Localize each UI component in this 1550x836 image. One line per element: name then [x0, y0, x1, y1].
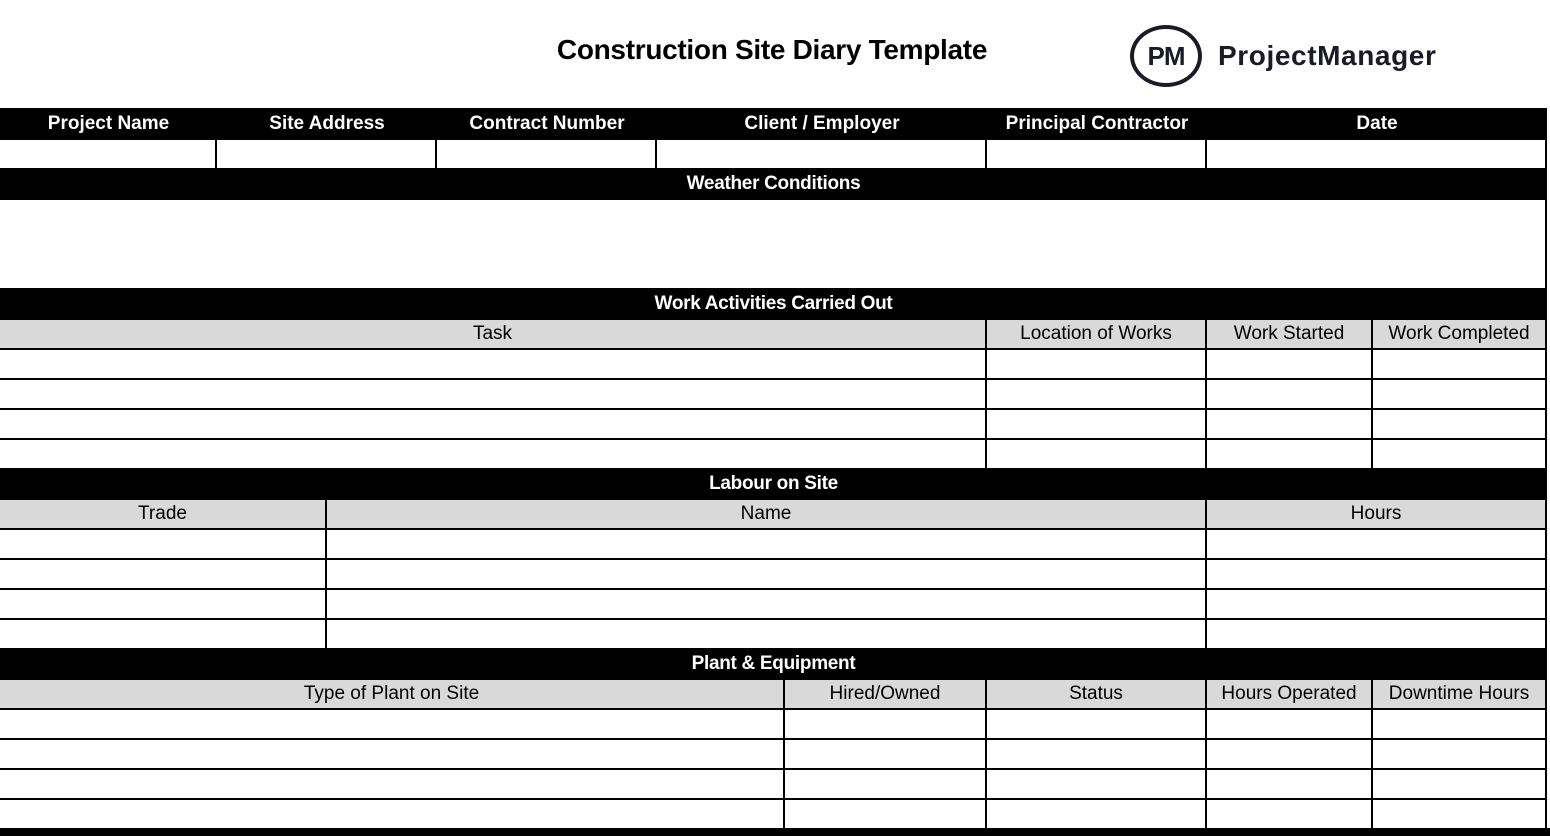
- table-row: [0, 710, 1547, 740]
- work-completed-cell[interactable]: [1373, 410, 1547, 438]
- table-row: [0, 590, 1547, 620]
- col-header-name: Name: [327, 500, 1207, 528]
- trade-cell[interactable]: [0, 620, 327, 648]
- hours-operated-cell[interactable]: [1207, 800, 1373, 828]
- labour-section-title: Labour on Site: [0, 468, 1547, 500]
- hours-cell[interactable]: [1207, 590, 1547, 618]
- col-header-project-name: Project Name: [47, 113, 170, 134]
- trade-cell[interactable]: [0, 590, 327, 618]
- col-header-contract-number: Contract Number: [469, 113, 625, 134]
- location-cell[interactable]: [987, 410, 1207, 438]
- work-completed-cell[interactable]: [1373, 440, 1547, 468]
- plant-type-cell[interactable]: [0, 800, 785, 828]
- task-cell[interactable]: [0, 380, 987, 408]
- col-header-date: Date: [1356, 113, 1398, 134]
- table-row: [0, 770, 1547, 800]
- plant-type-cell[interactable]: [0, 770, 785, 798]
- task-cell[interactable]: [0, 350, 987, 378]
- date-field[interactable]: [1207, 140, 1547, 168]
- location-cell[interactable]: [987, 380, 1207, 408]
- name-cell[interactable]: [327, 560, 1207, 588]
- work-completed-cell[interactable]: [1373, 350, 1547, 378]
- principal-contractor-field[interactable]: [987, 140, 1207, 168]
- name-cell[interactable]: [327, 590, 1207, 618]
- table-row: [0, 350, 1547, 380]
- col-header-work-started: Work Started: [1207, 320, 1373, 348]
- table-row: [0, 740, 1547, 770]
- hours-cell[interactable]: [1207, 560, 1547, 588]
- col-header-task: Task: [0, 320, 987, 348]
- plant-type-cell[interactable]: [0, 710, 785, 738]
- hired-owned-cell[interactable]: [785, 740, 987, 768]
- col-header-type-of-plant: Type of Plant on Site: [0, 680, 785, 708]
- table-row: [0, 380, 1547, 410]
- downtime-hours-cell[interactable]: [1373, 800, 1547, 828]
- table-row: [0, 800, 1547, 828]
- trade-cell[interactable]: [0, 530, 327, 558]
- plant-section-title: Plant & Equipment: [0, 648, 1547, 680]
- client-employer-field[interactable]: [657, 140, 987, 168]
- downtime-hours-cell[interactable]: [1373, 710, 1547, 738]
- col-header-location-of-works: Location of Works: [987, 320, 1207, 348]
- status-cell[interactable]: [987, 800, 1207, 828]
- hours-operated-cell[interactable]: [1207, 740, 1373, 768]
- col-header-site-address: Site Address: [269, 113, 385, 134]
- project-info-row: [0, 140, 1547, 168]
- logo-wordmark: ProjectManager: [1218, 40, 1437, 71]
- col-header-status: Status: [987, 680, 1207, 708]
- status-cell[interactable]: [987, 770, 1207, 798]
- pm-logo-icon: PM: [1130, 25, 1202, 87]
- labour-column-headers: [0, 500, 1547, 530]
- projectmanager-logo: [1130, 25, 1436, 87]
- col-header-client-employer: Client / Employer: [744, 113, 900, 134]
- work-completed-cell[interactable]: [1373, 380, 1547, 408]
- col-header-principal-contractor: Principal Contractor: [1005, 113, 1189, 134]
- downtime-hours-cell[interactable]: [1373, 770, 1547, 798]
- table-row: [0, 560, 1547, 590]
- hired-owned-cell[interactable]: [785, 800, 987, 828]
- table-row: [0, 410, 1547, 440]
- task-cell[interactable]: [0, 410, 987, 438]
- project-name-field[interactable]: [0, 140, 217, 168]
- work-activities-section-title: Work Activities Carried Out: [0, 288, 1547, 320]
- work-started-cell[interactable]: [1207, 380, 1373, 408]
- name-cell[interactable]: [327, 620, 1207, 648]
- status-cell[interactable]: [987, 740, 1207, 768]
- table-row: [0, 440, 1547, 468]
- hours-cell[interactable]: [1207, 530, 1547, 558]
- location-cell[interactable]: [987, 350, 1207, 378]
- hours-operated-cell[interactable]: [1207, 770, 1373, 798]
- work-started-cell[interactable]: [1207, 440, 1373, 468]
- status-cell[interactable]: [987, 710, 1207, 738]
- contract-number-field[interactable]: [437, 140, 657, 168]
- downtime-hours-cell[interactable]: [1373, 740, 1547, 768]
- work-started-cell[interactable]: [1207, 410, 1373, 438]
- trade-cell[interactable]: [0, 560, 327, 588]
- plant-type-cell[interactable]: [0, 740, 785, 768]
- col-header-trade: Trade: [0, 500, 327, 528]
- col-header-hours-operated: Hours Operated: [1207, 680, 1373, 708]
- weather-section-title: Weather Conditions: [0, 168, 1547, 200]
- bottom-section-bar: [0, 828, 1550, 836]
- location-cell[interactable]: [987, 440, 1207, 468]
- page-title-text: Construction Site Diary Template: [556, 34, 988, 65]
- col-header-work-completed: Work Completed: [1373, 320, 1547, 348]
- table-row: [0, 530, 1547, 560]
- project-info-header: [0, 108, 1547, 140]
- weather-conditions-field[interactable]: [0, 200, 1547, 288]
- work-started-cell[interactable]: [1207, 350, 1373, 378]
- task-cell[interactable]: [0, 440, 987, 468]
- table-row: [0, 620, 1547, 648]
- plant-column-headers: [0, 680, 1547, 710]
- hired-owned-cell[interactable]: [785, 710, 987, 738]
- site-address-field[interactable]: [217, 140, 437, 168]
- name-cell[interactable]: [327, 530, 1207, 558]
- col-header-hours: Hours: [1207, 500, 1547, 528]
- work-activities-column-headers: [0, 320, 1547, 350]
- col-header-hired-owned: Hired/Owned: [785, 680, 987, 708]
- hours-operated-cell[interactable]: [1207, 710, 1373, 738]
- col-header-downtime-hours: Downtime Hours: [1373, 680, 1547, 708]
- hired-owned-cell[interactable]: [785, 770, 987, 798]
- hours-cell[interactable]: [1207, 620, 1547, 648]
